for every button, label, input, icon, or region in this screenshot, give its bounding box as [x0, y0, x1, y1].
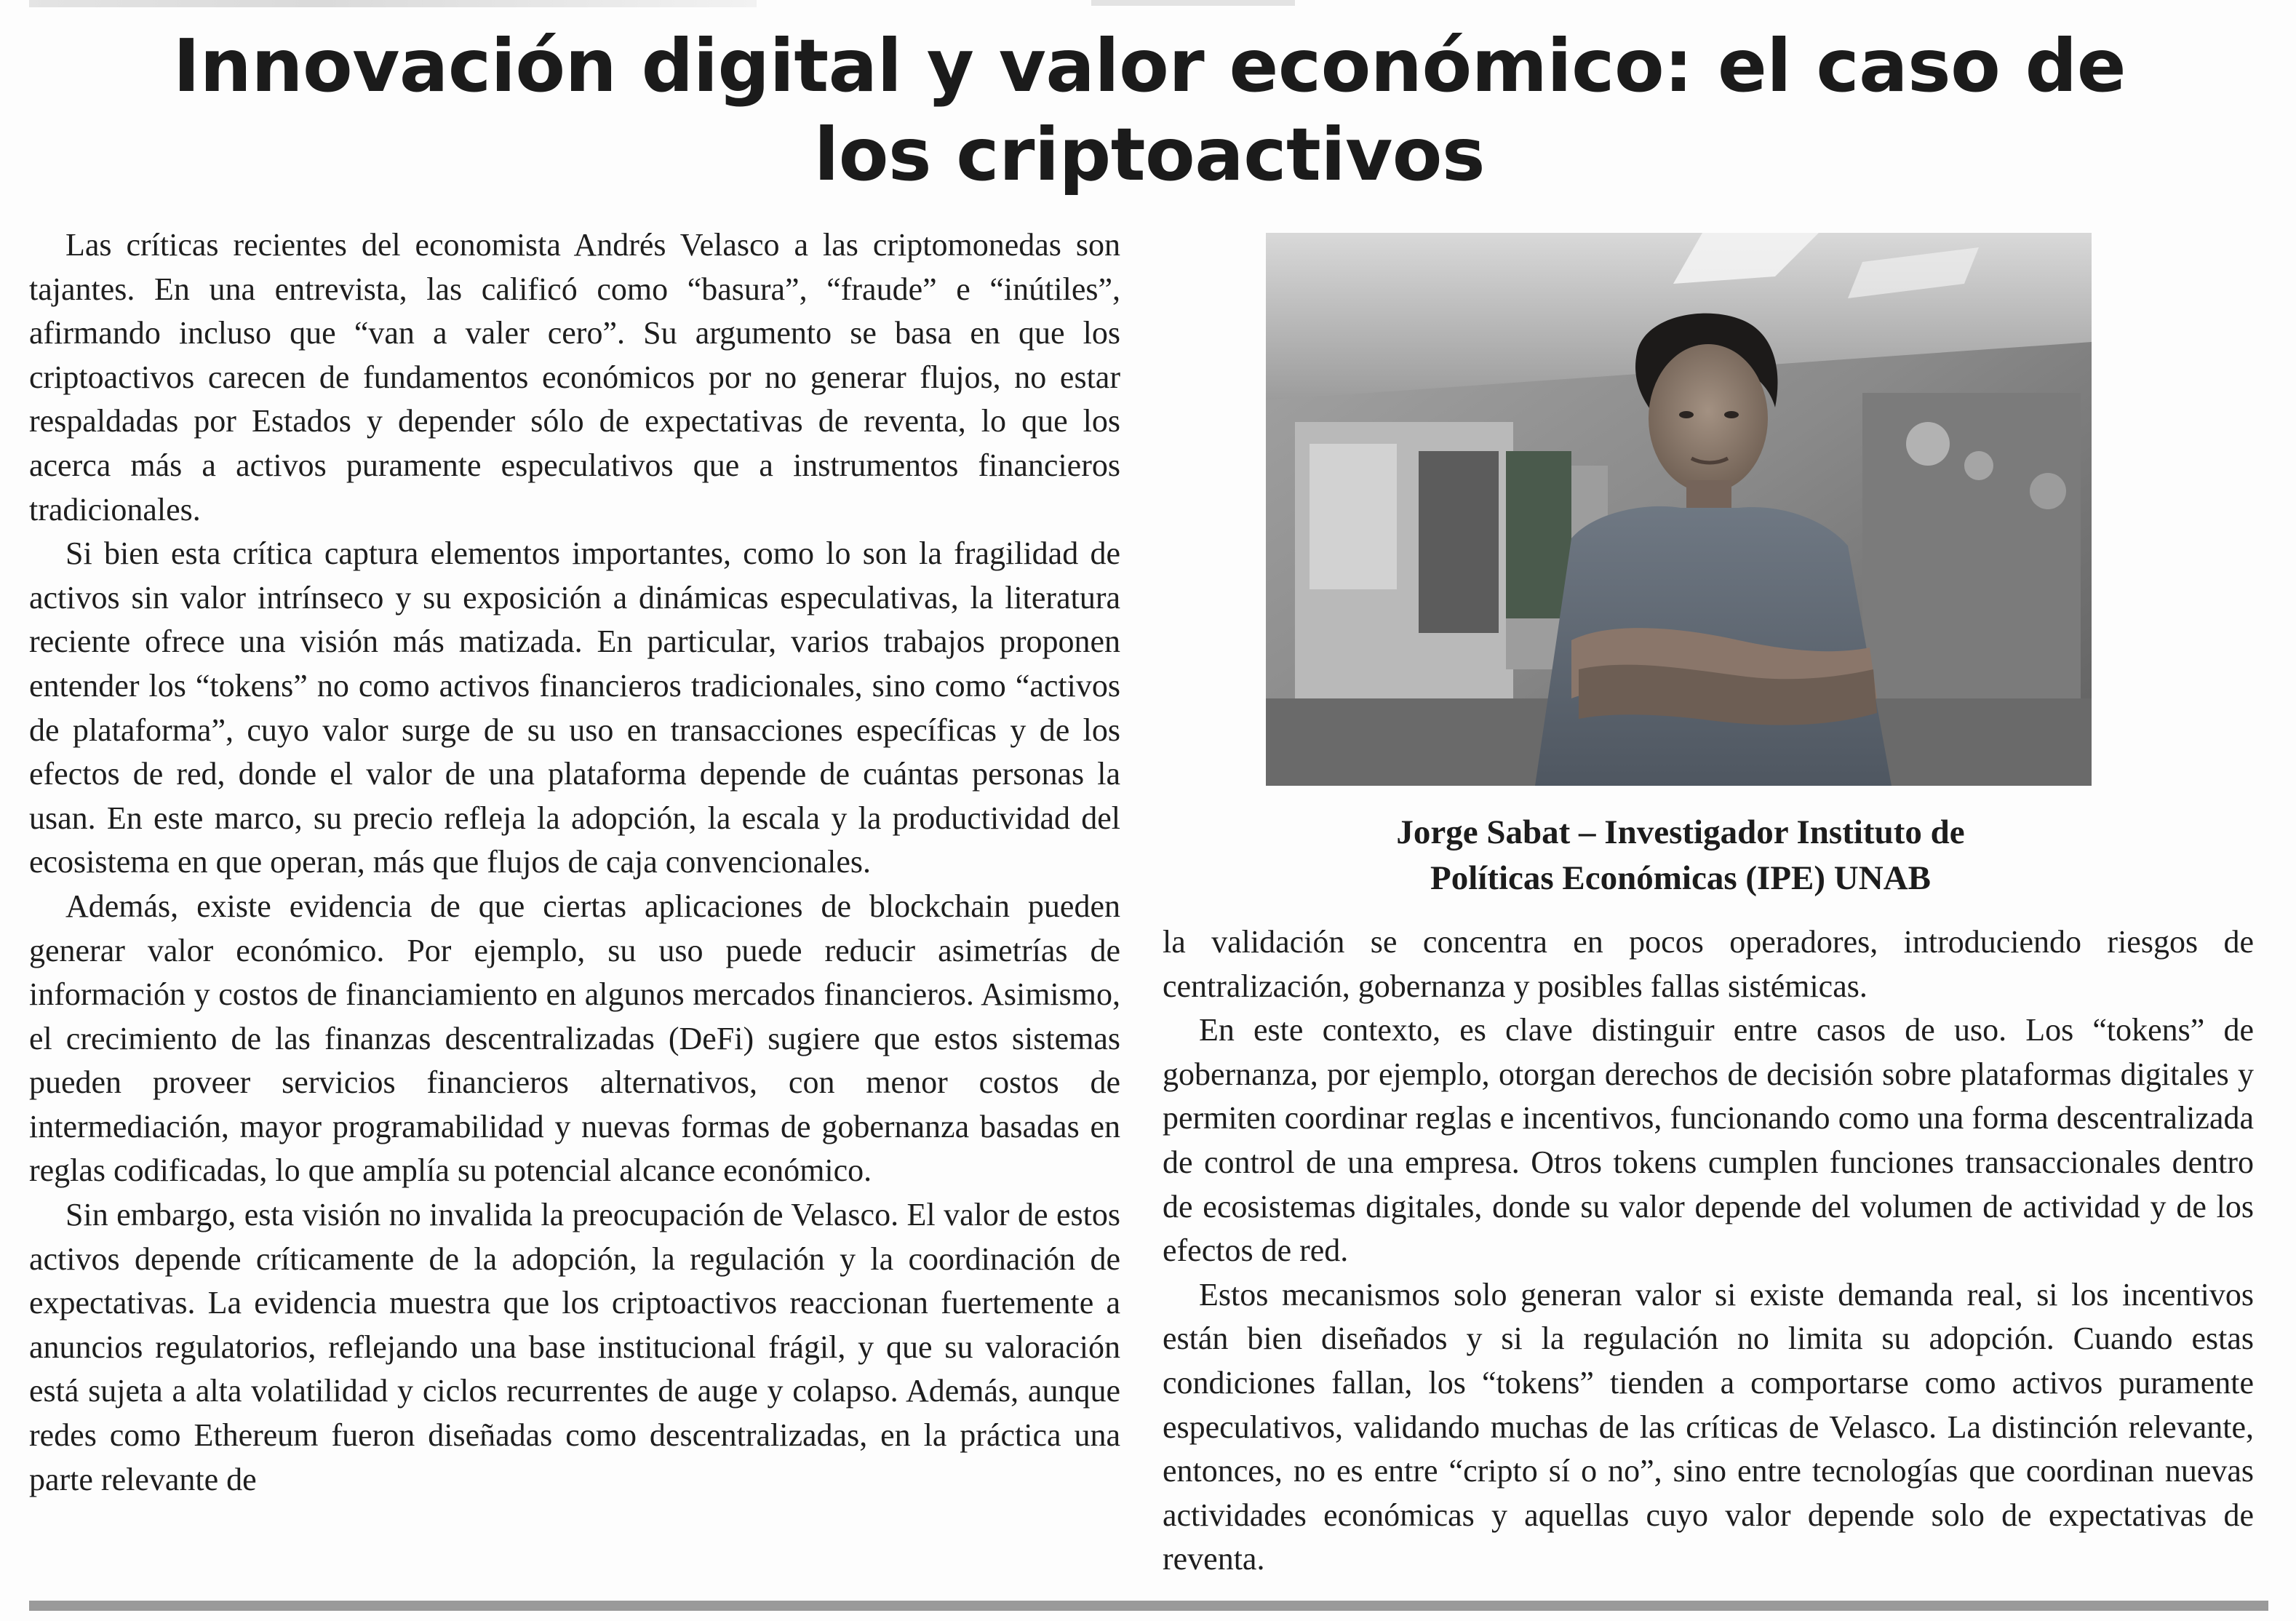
author-photo-illustration	[1266, 233, 2092, 786]
scan-edge-mark	[29, 0, 757, 7]
article-headline: Innovación digital y valor económico: el caso de los criptoactivos	[172, 23, 2126, 197]
author-photo	[1266, 233, 2092, 786]
article-paragraph: Las críticas recientes del economista Andrés Velasco a las criptomonedas son tajantes. En una entrevista, las calificó como “basura”, “fraude” e “inútiles”, afirmando incluso que “van a valer cero”. Su argumento se basa en que los criptoactivos carecen de fundamentos económicos por no generar flujos, no estar respaldadas por Estados y depender sólo de expectativas de reventa, lo que los acerca más a activos puramente especulativos que a instrumentos financieros tradicionales.	[29, 227, 1120, 527]
photo-caption-line: Políticas Económicas (IPE) UNAB	[1430, 859, 1931, 897]
article-paragraph: Si bien esta crítica captura elementos importantes, como lo son la fragilidad de activos sin valor intrínseco y su exposición a dinámicas especulativas, la literatura reciente ofrece una visión más matizada. En particular, varios trabajos proponen entender los “tokens” no como activos financieros tradicionales, sino como “activos de plataforma”, cuyo valor surge de su uso en transacciones específicas y de los efectos de red, donde el valor de una plataforma depende de cuántas personas la usan. En este marco, su precio refleja la adopción, la escala y la productividad del ecosistema en que operan, más que flujos de caja convencionales.	[29, 535, 1120, 880]
article-column-right	[1163, 920, 2254, 1582]
article-paragraph: Además, existe evidencia de que ciertas aplicaciones de blockchain pueden generar valor económico. Por ejemplo, su uso puede reducir asimetrías de información y costos de financiamiento en algunos mercados financieros. Asimismo, el crecimiento de las finanzas descentralizadas (DeFi) sugiere que estos sistemas pueden proveer servicios financieros alternativos, con menor costos de intermediación, mayor programabilidad y nuevas formas de gobernanza basadas en reglas codificadas, lo que amplía su potencial alcance económico.	[29, 888, 1120, 1189]
scan-edge-mark	[1091, 0, 1295, 6]
photo-caption	[1179, 810, 2183, 901]
article-paragraph: Sin embargo, esta visión no invalida la preocupación de Velasco. El valor de estos activos depende críticamente de la adopción, la regulación y la coordinación de expectativas. La evidencia muestra que los criptoactivos reaccionan fuertemente a anuncios regulatorios, reflejando una base institucional frágil, y que su valoración está sujeta a alta volatilidad y ciclos recurrentes de auge y colapso. Además, aunque redes como Ethereum fueron diseñadas como descentralizadas, en la práctica una parte relevante de	[29, 1197, 1120, 1497]
article-paragraph: la validación se concentra en pocos operadores, introduciendo riesgos de centralización, gobernanza y posibles fallas sistémicas.	[1163, 924, 2254, 1004]
article-paragraph: Estos mecanismos solo generan valor si existe demanda real, si los incentivos están bien diseñados y si la regulación no limita su adopción. Cuando estas condiciones fallan, los “tokens” tienden a comportarse como activos puramente especulativos, validando muchas de las críticas de Velasco. La distinción relevante, entonces, no es entre “cripto sí o no”, sino entre tecnologías que coordinan nuevas actividades económicas y aquellas cuyo valor depende solo de expectativas de reventa.	[1163, 1276, 2254, 1577]
photo-caption-line: Jorge Sabat – Investigador Instituto de	[1396, 813, 1965, 851]
article-column-left	[29, 223, 1120, 1502]
page-bottom-rule	[29, 1601, 2268, 1611]
article-paragraph: En este contexto, es clave distinguir entre casos de uso. Los “tokens” de gobernanza, por ejemplo, otorgan derechos de decisión sobre plataformas digitales y permiten coordinar reglas e incentivos, funcionando como una forma descentralizada de control de una empresa. Otros tokens cumplen funciones transaccionales dentro de ecosistemas digitales, donde su valor depende del volumen de actividad y de los efectos de red.	[1163, 1012, 2254, 1269]
